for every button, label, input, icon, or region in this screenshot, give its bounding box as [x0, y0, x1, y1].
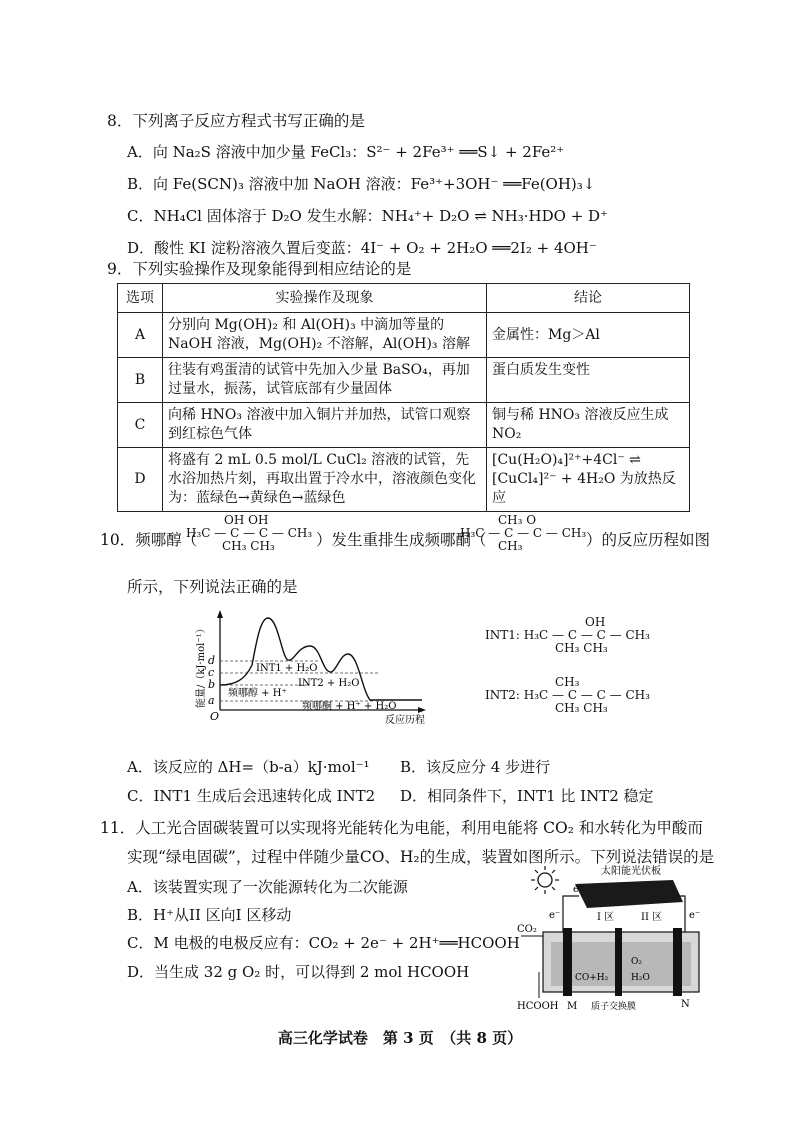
int2-structure [485, 676, 650, 715]
origin-label: O [210, 710, 220, 723]
q11-option-a: A．该装置实现了一次能源转化为二次能源 [127, 878, 408, 896]
row-conclusion: 金属性：Mg＞Al [487, 313, 690, 358]
table-header-row [118, 284, 690, 313]
header-conclusion: 结论 [487, 284, 690, 313]
row-operation: 分别向 Mg(OH)₂ 和 Al(OH)₃ 中滴加等量的 NaOH 溶液，Mg(OH)₂ 不溶解，Al(OH)₃ 溶解 [163, 313, 487, 358]
q8-option-d: D．酸性 KI 淀粉溶液久置后变蓝：4I⁻ + O₂ + 2H₂O ══2I₂ + 4OH⁻ [127, 239, 597, 257]
structure-bottom: CH₃ [498, 539, 523, 553]
q8-option-b: B．向 Fe(SCN)₃ 溶液中加 NaOH 溶液：Fe³⁺+3OH⁻ ══Fe(OH)₃↓ [127, 175, 596, 193]
co2-input-label: CO₂ [517, 924, 537, 935]
table-row [118, 448, 690, 512]
row-option: A [118, 313, 163, 358]
int1-label: INT1 + H₂O [256, 663, 318, 674]
level-c-label: c [208, 666, 215, 679]
hcooh-label: HCOOH [517, 1001, 559, 1012]
q8-option-a: A．向 Na₂S 溶液中加少量 FeCl₃：S²⁻ + 2Fe³⁺ ══S↓ + 2Fe²⁺ [127, 143, 565, 161]
table-row [118, 358, 690, 403]
int1-structure [485, 616, 650, 655]
q11-option-b: B．H⁺从II 区向I 区移动 [127, 906, 292, 924]
q10-stem-mid: ）发生重排生成频哪酮（ [316, 531, 487, 549]
row-option: B [118, 358, 163, 403]
structure-main: H₃C — C — C — CH₃ [523, 628, 650, 642]
level-a-label: a [208, 694, 215, 707]
pinacol-structure [186, 514, 312, 553]
table-row [118, 313, 690, 358]
int1-label: INT1: [485, 628, 520, 642]
structure-main: H₃C — C — C — CH₃ [186, 526, 313, 540]
m-label: M [567, 1001, 578, 1012]
row-option: C [118, 403, 163, 448]
header-option: 选项 [118, 284, 163, 313]
zone-1-label: I 区 [597, 912, 615, 923]
water-label: H₂O [631, 973, 650, 983]
solar-panel [575, 880, 683, 908]
left-wire [563, 896, 579, 932]
header-operation: 实验操作及现象 [163, 284, 487, 313]
q10-option-d: D．相同条件下，INT1 比 INT2 稳定 [400, 787, 654, 805]
energy-profile-chart [190, 610, 450, 730]
row-conclusion: 蛋白质发生变性 [487, 358, 690, 403]
row-operation: 往装有鸡蛋清的试管中先加入少量 BaSO₄，再加过量水，振荡，试管底部有少量固体 [163, 358, 487, 403]
left-products-label: CO+H₂ [575, 973, 609, 983]
m-electrode [563, 928, 572, 996]
q11-option-d: D．当生成 32 g O₂ 时，可以得到 2 mol HCOOH [127, 963, 470, 981]
q10-stem-end: ）的反应历程如图 [586, 531, 711, 549]
q11-option-c: C．M 电极的电极反应有：CO₂ + 2e⁻ + 2H⁺══HCOOH [127, 934, 520, 952]
q10-stem-start: 10．频哪醇（ [100, 531, 198, 549]
electron-label-right: e⁻ [689, 910, 701, 921]
pinacolone-structure [460, 514, 586, 553]
level-d-label: d [208, 654, 216, 667]
q9-table [117, 283, 690, 512]
proton-exchange-membrane [615, 928, 622, 996]
membrane-label: 质子交换膜 [591, 1002, 637, 1012]
structure-top: CH₃ O [498, 513, 537, 527]
row-option: D [118, 448, 163, 512]
structure-bottom: CH₃ CH₃ [555, 641, 608, 655]
n-electrode [673, 928, 682, 996]
q10-option-c: C．INT1 生成后会迅速转化成 INT2 [127, 787, 376, 805]
structure-main: H₃C — C — C — CH₃ [523, 688, 650, 702]
sun-icon [531, 866, 559, 894]
electrolysis-diagram [513, 862, 703, 1012]
structure-main: H₃C — C — C — CH₃ [460, 526, 587, 540]
table-row [118, 403, 690, 448]
row-conclusion: [Cu(H₂O)₄]²⁺+4Cl⁻ ⇌ [CuCl₄]²⁻ + 4H₂O 为放热反应 [487, 448, 690, 512]
structure-top: CH₃ [555, 675, 580, 689]
reactant-label: 频哪醇 + H⁺ [228, 688, 287, 699]
row-operation: 向稀 HNO₃ 溶液中加入铜片并加热，试管口观察到红棕色气体 [163, 403, 487, 448]
zone-2-label: II 区 [641, 912, 663, 923]
structure-bottom: CH₃ CH₃ [222, 539, 275, 553]
q8-option-c: C．NH₄Cl 固体溶于 D₂O 发生水解：NH₄⁺+ D₂O ⇌ NH₃·HDO + D⁺ [127, 207, 608, 225]
int2-label: INT2: [485, 688, 520, 702]
x-axis-label: 反应历程 [385, 715, 425, 726]
row-conclusion: 铜与稀 HNO₃ 溶液反应生成 NO₂ [487, 403, 690, 448]
row-operation: 将盛有 2 mL 0.5 mol/L CuCl₂ 溶液的试管，先水浴加热片刻，再取出置于冷水中，溶液颜色变化为：蓝绿色→黄绿色→蓝绿色 [163, 448, 487, 512]
x-axis-arrow [418, 707, 426, 713]
product-label: 频哪酮 + H⁺ + H₂O [302, 701, 397, 712]
q11-stem-line1: 11．人工光合固碳装置可以实现将光能转化为电能，利用电能将 CO₂ 和水转化为甲酸而 [100, 819, 703, 837]
structure-top: OH OH [224, 513, 269, 527]
electron-label-top: e⁻ [573, 884, 585, 895]
level-b-label: b [208, 678, 216, 691]
structure-top: OH [585, 615, 606, 629]
q11-stem-line2: 实现“绿电固碳”，过程中伴随少量CO、H₂的生成，装置如图所示。下列说法错误的是 [127, 848, 715, 866]
q10-stem-line2: 所示，下列说法正确的是 [127, 578, 298, 596]
q10-option-a: A．该反应的 ΔH=（b-a）kJ·mol⁻¹ [127, 758, 370, 776]
y-axis-arrow [217, 610, 223, 618]
q8-stem: 8．下列离子反应方程式书写正确的是 [107, 112, 365, 130]
structure-bottom: CH₃ CH₃ [555, 701, 608, 715]
int2-label: INT2 + H₂O [298, 678, 360, 689]
o2-label: O₂ [631, 957, 642, 967]
q9-stem: 9．下列实验操作及现象能得到相应结论的是 [107, 260, 412, 278]
y-axis-label: 能量/（kJ·mol⁻¹） [196, 623, 207, 708]
page-footer: 高三化学试卷 第 3 页 （共 8 页） [277, 1029, 523, 1047]
n-label: N [681, 999, 690, 1010]
panel-label: 太阳能光伏板 [601, 866, 661, 877]
q10-option-b: B．该反应分 4 步进行 [400, 758, 551, 776]
electron-label-left: e⁻ [549, 910, 561, 921]
